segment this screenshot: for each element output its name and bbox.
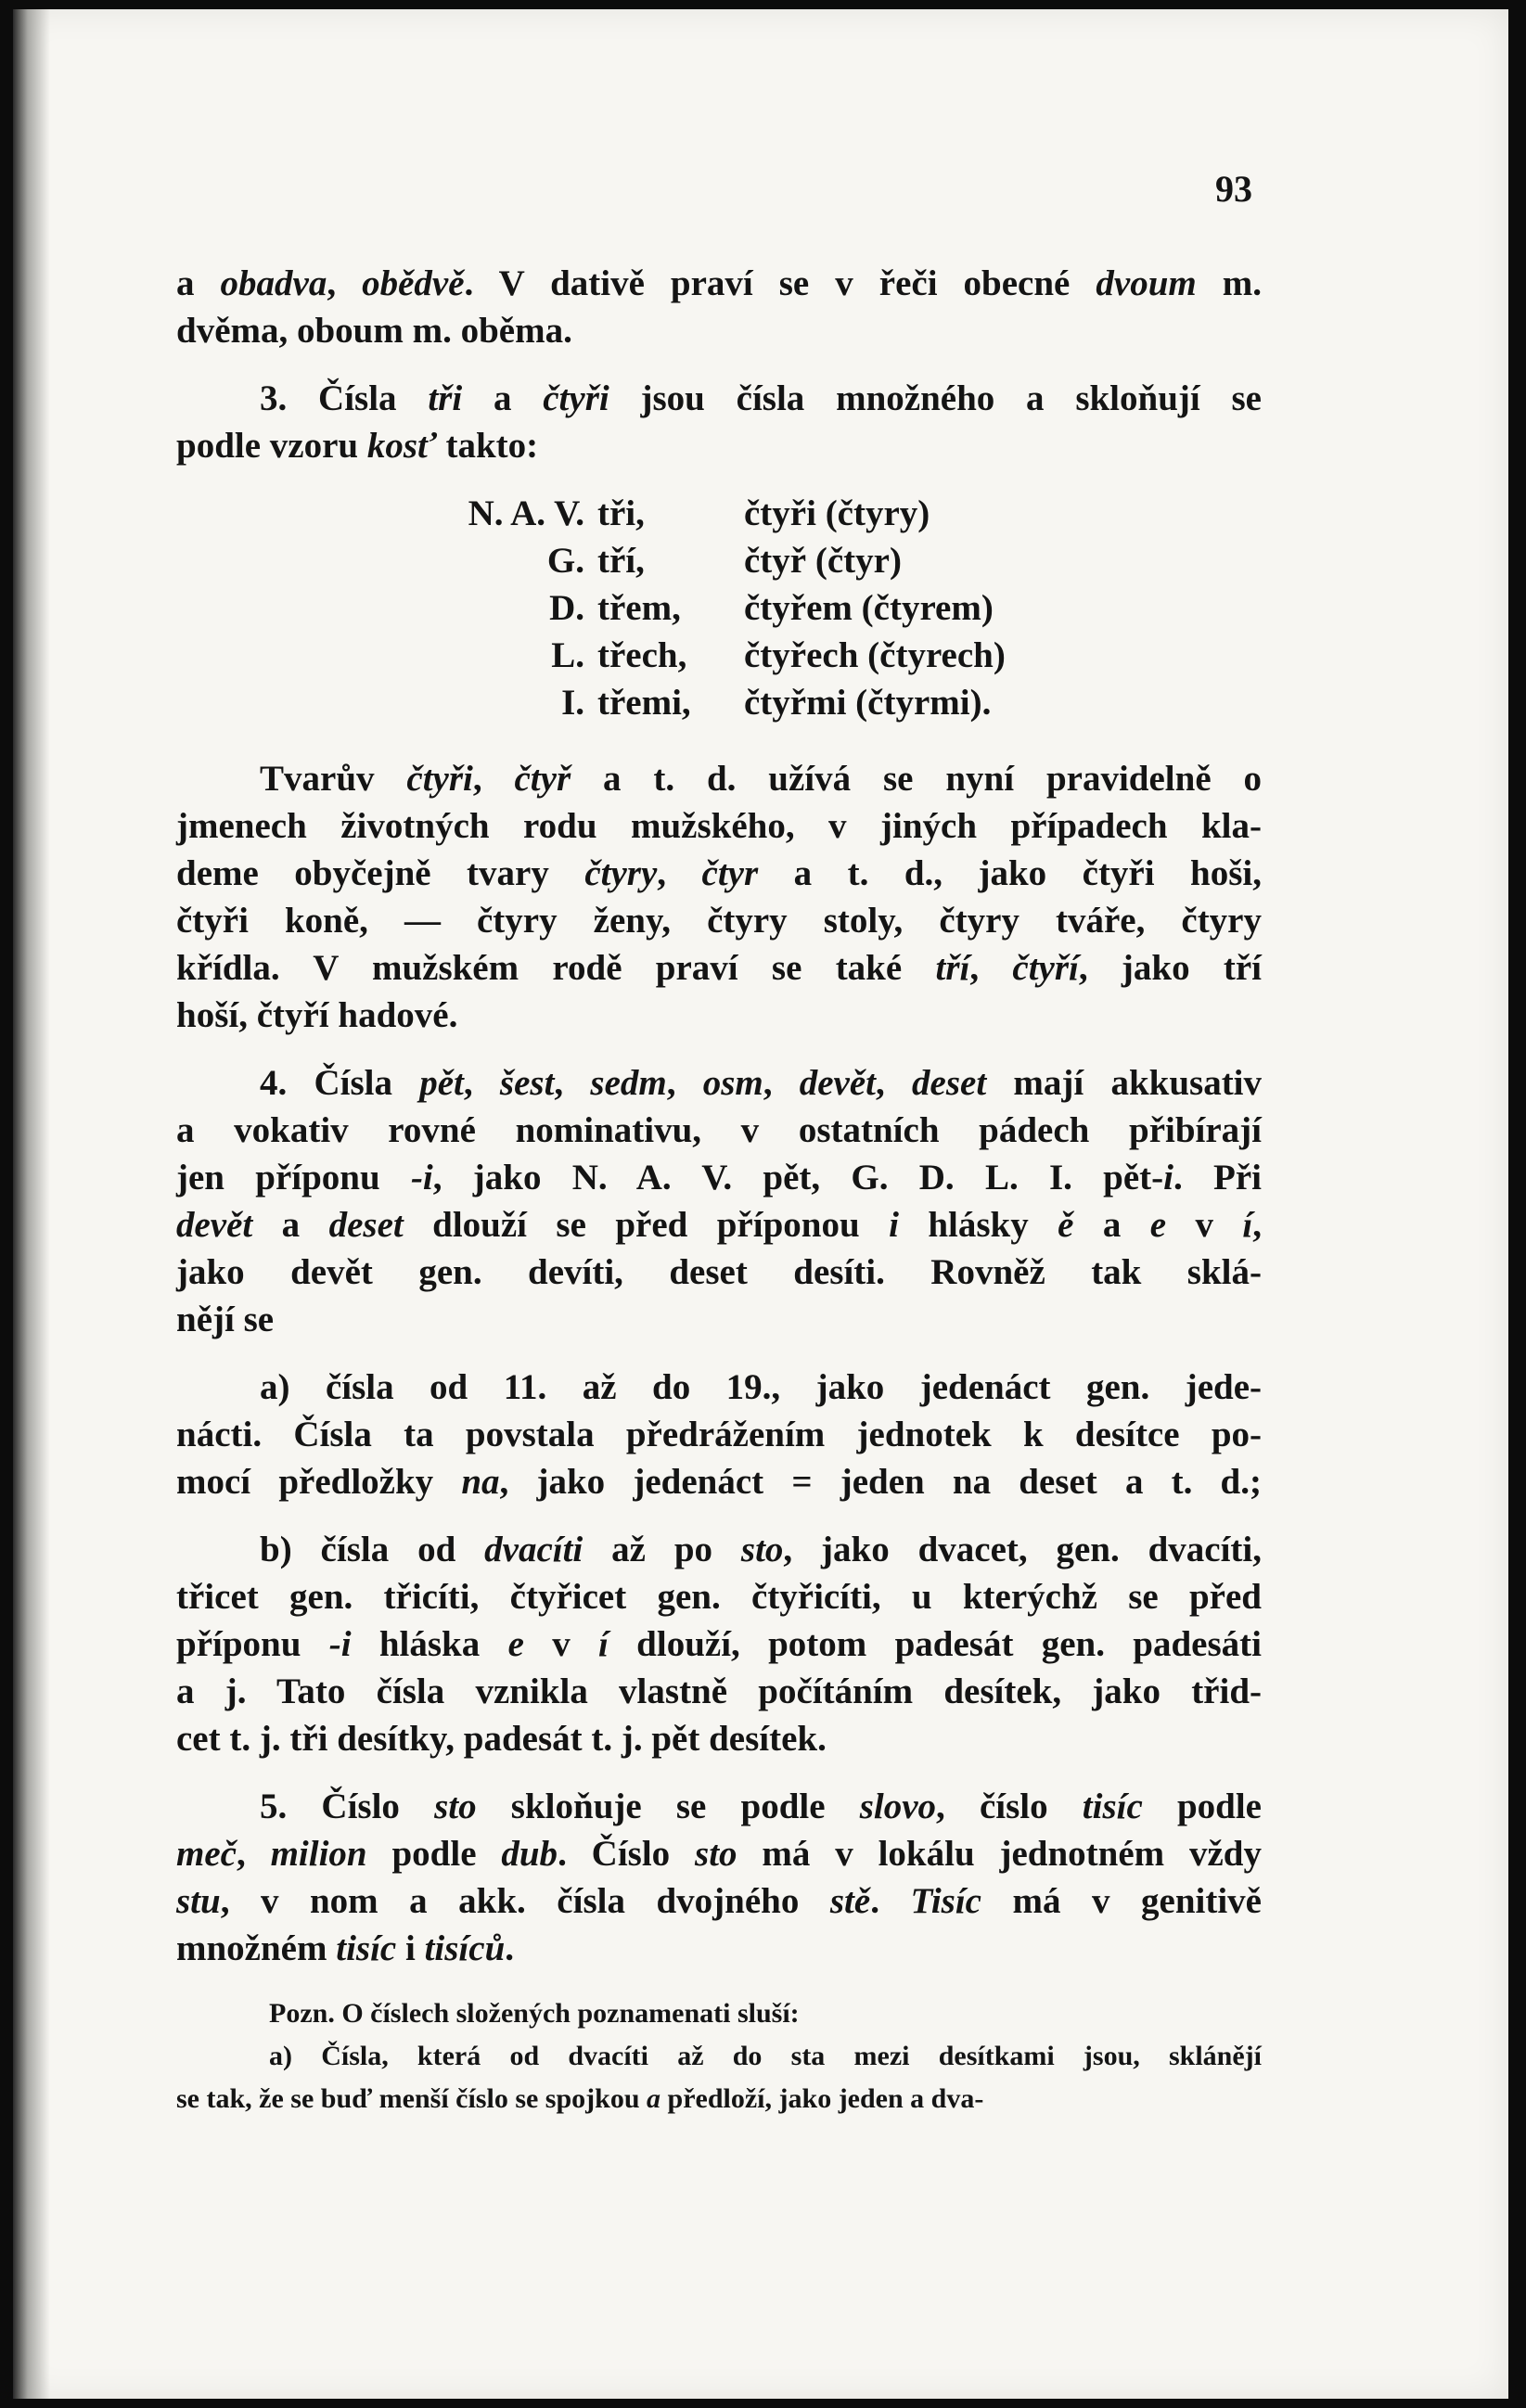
text-line: a) Čísla, která od dvacíti až do sta mezi desítkami jsou, sklánějí (269, 2041, 1262, 2071)
text-line: nějí se (176, 1300, 275, 1339)
text-line: Pozn. O číslech složených poznamenati sluší: (269, 1998, 800, 2029)
text-line: a) čísla od 11. až do 19., jako jedenáct gen. jede- (260, 1367, 1262, 1407)
text-line: se tak, že se buď menší číslo se spojkou a předloží, jako jeden a dva- (176, 2083, 984, 2114)
paragraph-five-to-ten (176, 1059, 1262, 1343)
text-line: deme obyčejně tvary čtyry, čtyr a t. d., jako čtyři hoši, (176, 853, 1263, 893)
page-body (176, 260, 1262, 2120)
footnote (176, 1992, 1262, 2120)
text-line: stu, v nom a akk. čísla dvojného stě. Tisíc má v genitivě (176, 1881, 1262, 1921)
text-line: dvěma, oboum m. oběma. (176, 311, 572, 351)
text-line: b) čísla od dvacíti až po sto, jako dvacet, gen. dvacíti, (260, 1530, 1263, 1569)
text-line: jmenech životných rodu mužského, v jiných případech kla- (176, 806, 1262, 846)
text-line: mocí předložky na, jako jedenáct = jeden na deset a t. d.; (176, 1462, 1262, 1502)
text-line: křídla. V mužském rodě praví se také tří, čtyří, jako tří (176, 948, 1263, 988)
text-line: množném tisíc i tisíců. (176, 1928, 515, 1968)
paragraph-hundred-thousand (176, 1783, 1262, 1972)
text-line: a obadva, obědvě. V dativě praví se v řeči obecné dvoum m. (176, 263, 1262, 303)
text-line: třicet gen. třicíti, čtyřicet gen. čtyřicíti, u kterýchž se před (176, 1577, 1262, 1617)
paragraph-tens (176, 1526, 1262, 1762)
text-line: 4. Čísla pět, šest, sedm, osm, devět, deset mají akkusativ (260, 1063, 1263, 1103)
text-line: devět a deset dlouží se před příponou i hlásky ě a e v í, (176, 1205, 1262, 1245)
text-line: hoší, čtyří hadové. (176, 995, 458, 1035)
declension-table: N. A. V. tři, čtyři (čtyry) G. tří, čtyř (čtyr) D. třem, čtyřem (čtyrem) L. třech, čtyřech (čtyrech) I. třemi, čtyřmi (čtyrmi). (468, 493, 1006, 723)
paragraph-three-four (176, 375, 1262, 469)
page-spine-shadow (13, 9, 50, 2399)
text-line: podle vzoru kosť takto: (176, 426, 539, 466)
page-number: 93 (1215, 168, 1252, 210)
text-line: 3. Čísla tři a čtyři jsou čísla množného a skloňují se (260, 378, 1262, 418)
paragraph-eleven-nineteen (176, 1364, 1262, 1505)
text-line: meč, milion podle dub. Číslo sto má v lokálu jednotném vždy (176, 1834, 1262, 1874)
text-line: čtyři koně, — čtyry ženy, čtyry stoly, čtyry tváře, čtyry (176, 901, 1262, 941)
text-line: cet t. j. tři desítky, padesát t. j. pět desítek. (176, 1719, 827, 1759)
paragraph-forms-usage (176, 755, 1262, 1039)
text-line: 5. Číslo sto skloňuje se podle slovo, číslo tisíc podle (260, 1787, 1262, 1826)
paragraph-dual-dative (176, 260, 1262, 354)
text-line: jen příponu -i, jako N. A. V. pět, G. D. L. I. pět-i. Při (176, 1158, 1262, 1198)
text-line: jako devět gen. devíti, deset desíti. Rovněž tak sklá- (176, 1252, 1262, 1292)
text-line: nácti. Čísla ta povstala předrážením jednotek k desítce po- (176, 1415, 1262, 1454)
text-line: a j. Tato čísla vznikla vlastně počítáním desítek, jako třid- (176, 1672, 1262, 1711)
text-line: příponu -i hláska e v í dlouží, potom padesát gen. padesáti (176, 1624, 1262, 1664)
text-line: a vokativ rovné nominativu, v ostatních pádech přibírají (176, 1110, 1262, 1150)
text-line: Tvarův čtyři, čtyř a t. d. užívá se nyní pravidelně o (260, 759, 1262, 799)
